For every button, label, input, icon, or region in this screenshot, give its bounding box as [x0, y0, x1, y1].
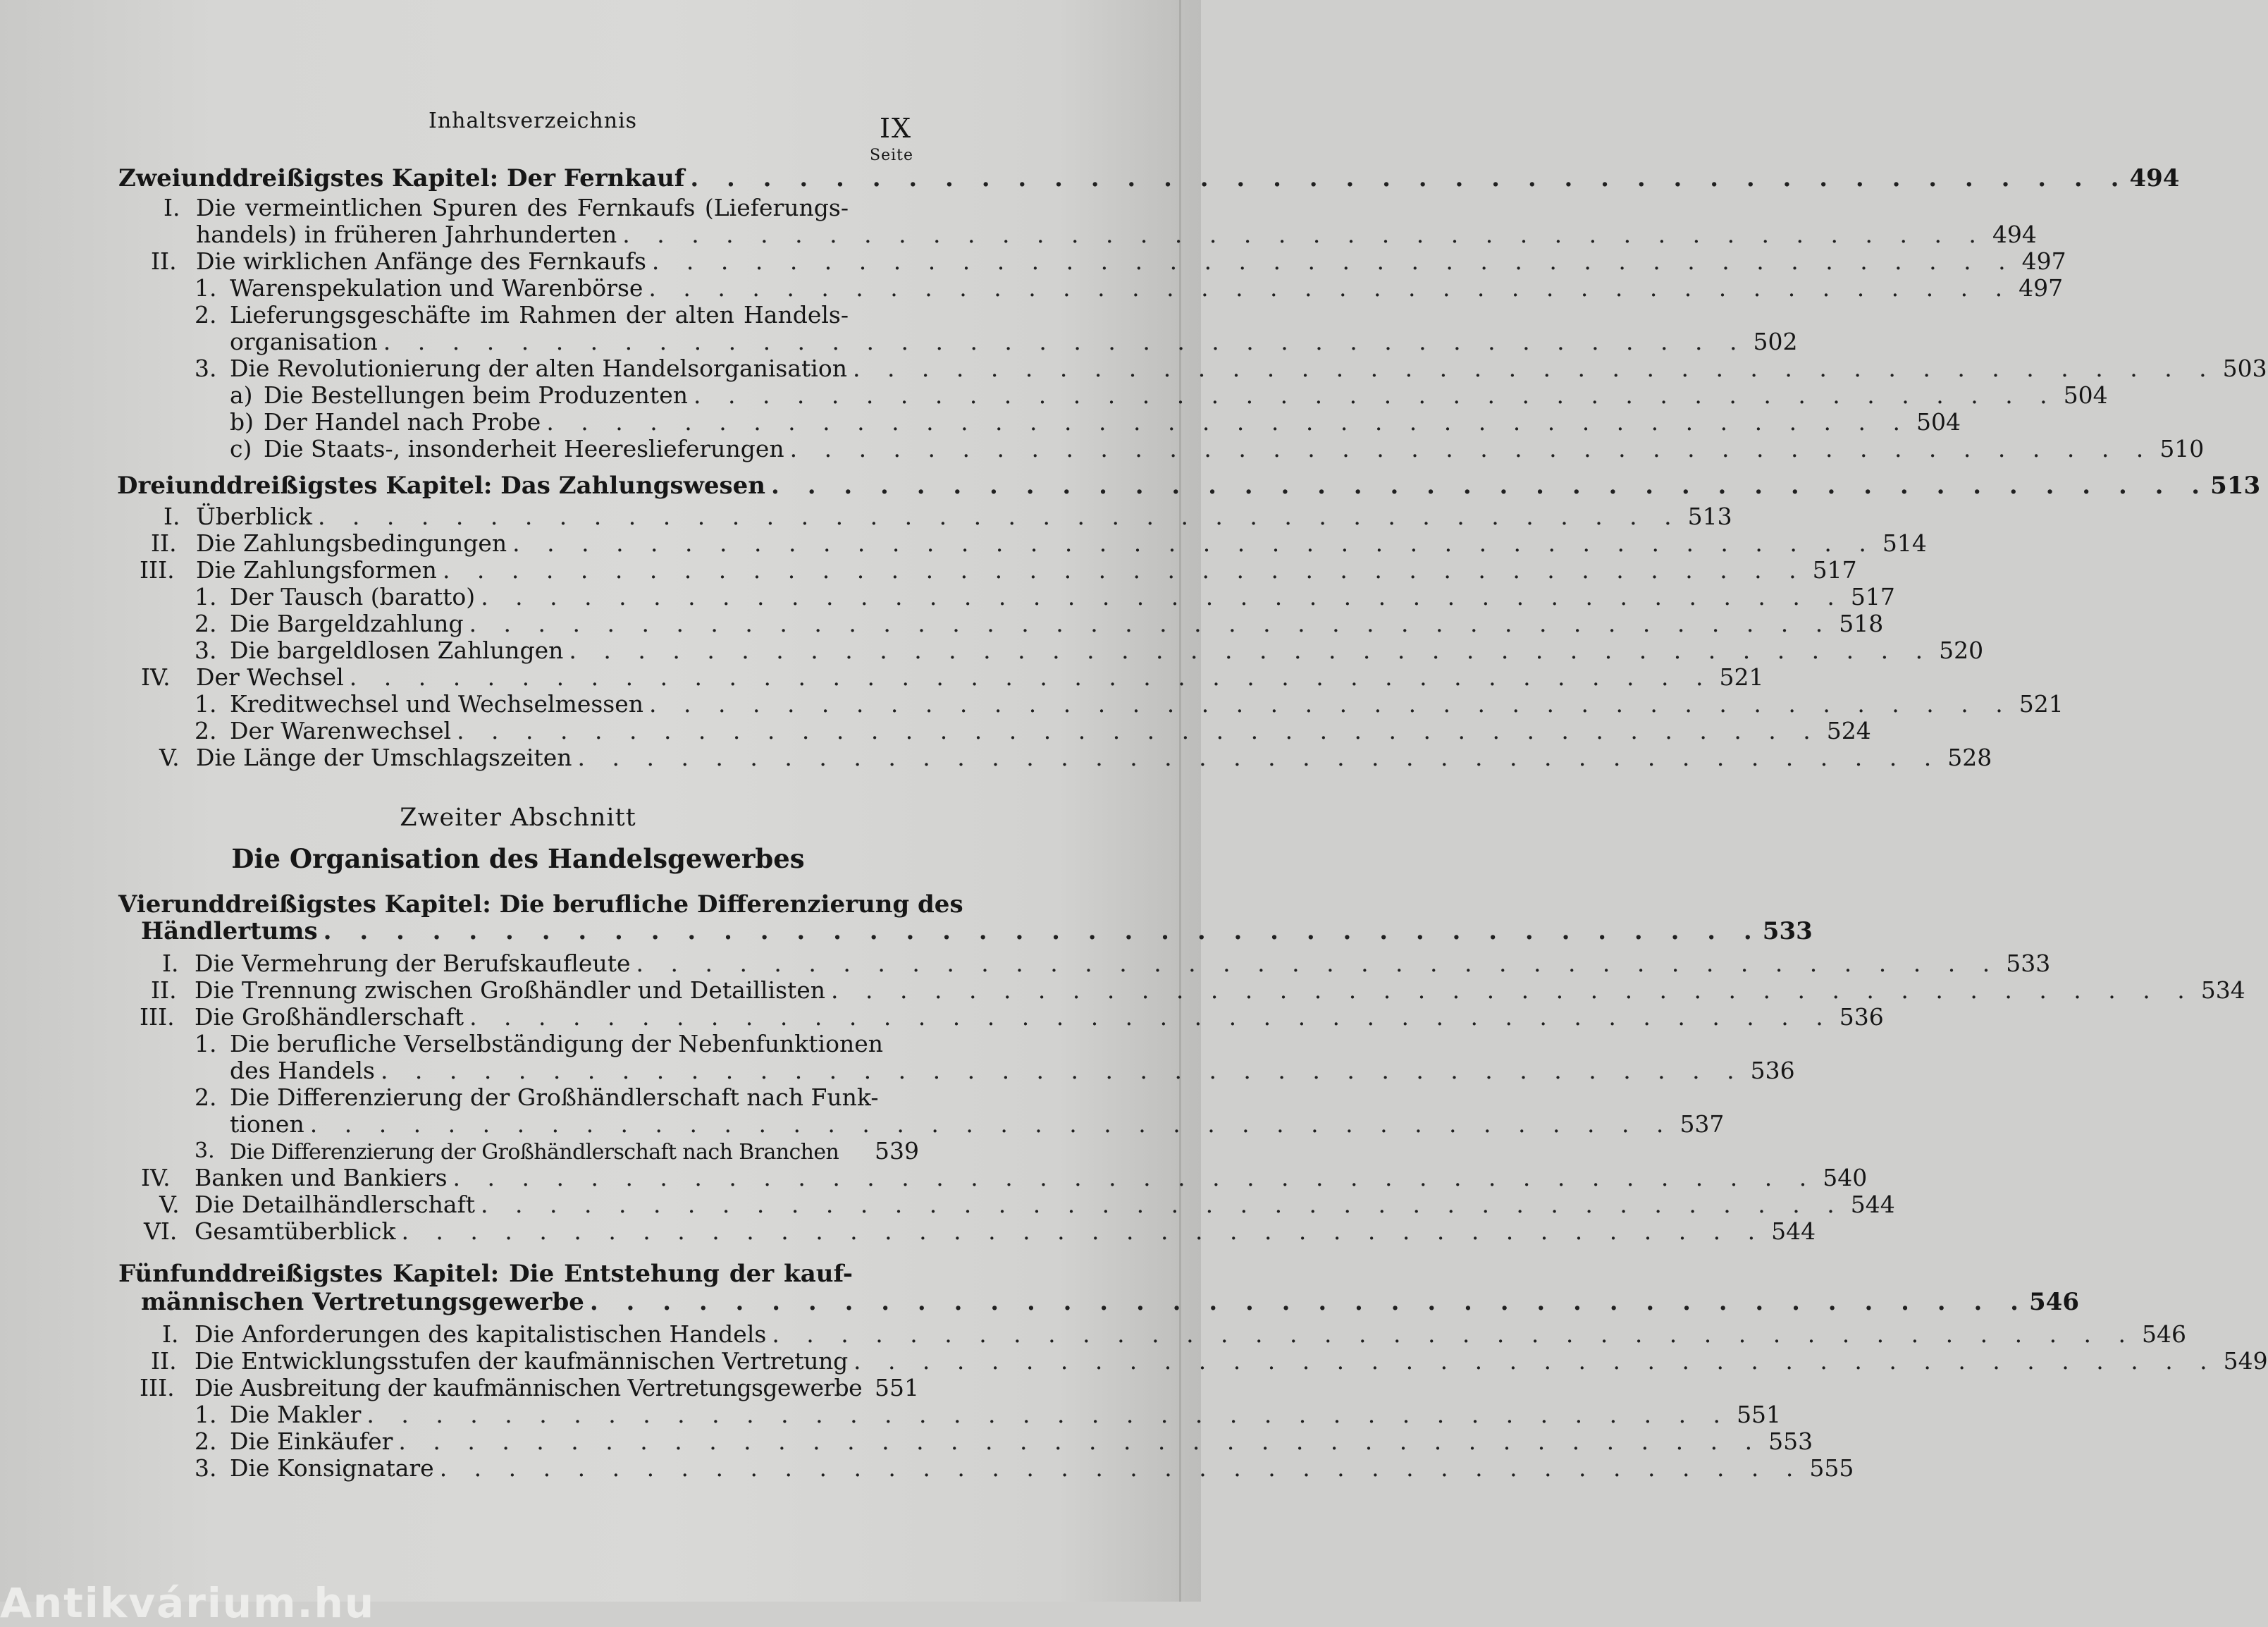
leader-dots: . . . . . . . . . . . . . . . . . . . . . . . . . . . . . . . . . . . . . . . .	[569, 637, 1933, 664]
page-ref: 536	[1750, 1057, 1795, 1084]
toc-entry-line: Die vermeintlichen Spuren des Fernkaufs (Lieferungs-	[196, 194, 849, 221]
toc-entry	[196, 221, 2037, 248]
page-ref: 494	[1992, 221, 2037, 248]
toc-entry-line: Die berufliche Verselbständigung der Nebenfunktionen	[230, 1030, 883, 1057]
toc-label: V.	[159, 744, 180, 771]
page-ref: 497	[2021, 247, 2066, 275]
page-ref: 497	[2019, 274, 2064, 302]
entry-text: Der Warenwechsel	[230, 717, 452, 744]
page-ref: 551	[875, 1374, 919, 1401]
entry-text: Die Differenzierung der Großhändlerschaft nach Branchen	[230, 1140, 839, 1165]
toc-entry	[195, 976, 2245, 1004]
leader-dots: . . . . . . . . . . . . . . . . . . . . . . . . . . . . . . . . . . . . . . . .	[349, 663, 1713, 691]
entry-text: tionen	[230, 1110, 304, 1138]
page-ref: 544	[1850, 1191, 1895, 1218]
page-ref: 518	[1839, 610, 1884, 637]
toc-label: 3.	[195, 355, 217, 382]
toc-label: IV.	[141, 1164, 171, 1191]
entry-text: Die Großhändlerschaft	[195, 1003, 464, 1031]
page-ref: 504	[1916, 408, 1961, 436]
leader-dots: . . . . . . . . . . . . . . . . . . . . . . . . . . . . . . . . . . . . . . . .	[546, 408, 1911, 436]
leader-dots: . . . . . . . . . . . . . . . . . . . . . . . . . . . . . . . . . . . . . . . .	[622, 221, 1986, 248]
page-ref: 510	[2159, 435, 2205, 462]
leader-dots: . . . . . . . . . . . . . . . . . . . . . . . . . . . . . . . . . . . . . . . .	[771, 472, 2210, 500]
leader-dots: . . . . . . . . . . . . . . . . . . . . . . . . . . . . . . . . . . . . . . . .	[309, 1110, 1674, 1138]
entry-text: Der Tausch (baratto)	[230, 583, 476, 610]
toc-entry	[230, 1057, 1795, 1084]
toc-chapter-35-line: Fünfunddreißigstes Kapitel: Die Entstehung der kauf-	[118, 1260, 853, 1288]
page-ref: 504	[2063, 381, 2108, 409]
entry-text: Warenspekulation und Warenbörse	[230, 274, 643, 302]
toc-label: 2.	[195, 717, 217, 744]
toc-entry	[230, 1110, 1725, 1138]
toc-label: b)	[230, 408, 254, 436]
entry-text: Die Staats-, insonderheit Heereslieferungen	[264, 435, 784, 462]
watermark-logo: Antikvárium.hu	[0, 1579, 376, 1627]
toc-entry	[196, 744, 1992, 771]
toc-entry	[195, 1320, 2187, 1348]
toc-entry	[196, 663, 1764, 691]
toc-entry	[230, 355, 2267, 382]
page-ref: 521	[2019, 690, 2064, 718]
toc-entry-line: Die Differenzierung der Großhändlerschaft nach Funk-	[230, 1083, 879, 1111]
entry-text: Die wirklichen Anfänge des Fernkaufs	[196, 247, 646, 275]
page-ref: 546	[2029, 1288, 2079, 1316]
leader-dots: . . . . . . . . . . . . . . . . . . . . . . . . . . . . . . . . . . . . . . . .	[589, 1288, 2028, 1316]
toc-label: c)	[230, 435, 252, 462]
leader-dots: . . . . . . . . . . . . . . . . . . . . . . . . . . . . . . . . . . . . . . . .	[380, 1057, 1744, 1084]
entry-text: Die Einkäufer	[230, 1428, 393, 1455]
toc-entry	[230, 583, 1895, 610]
running-title: Inhaltsverzeichnis	[429, 109, 638, 133]
toc-label: III.	[140, 556, 175, 584]
entry-text: Die Zahlungsformen	[196, 556, 437, 584]
page-ref: 503	[2222, 355, 2267, 382]
page-ref: 551	[1737, 1401, 1782, 1428]
entry-text: Überblick	[196, 503, 312, 530]
toc-label: IV.	[141, 663, 171, 691]
leader-dots: . . . . . . . . . . . . . . . . . . . . . . . . . . . . . . . . . . . . . . . .	[690, 164, 2129, 192]
entry-text: des Handels	[230, 1057, 375, 1084]
leader-dots: . . . . . . . . . . . . . . . . . . . . . . . . . . . . . . . . . . . . . . . .	[831, 976, 2195, 1004]
toc-entry	[230, 717, 1871, 744]
toc-label: 3.	[195, 1454, 217, 1482]
leader-dots: . . . . . . . . . . . . . . . . . . . . . . . . . . . . . . . . . . . . . . . .	[383, 328, 1747, 355]
toc-chapter-35	[141, 1288, 2079, 1316]
toc-entry	[196, 529, 1927, 557]
page-ref: 553	[1768, 1428, 1813, 1455]
toc-entry	[196, 247, 2066, 275]
toc-chapter-33	[117, 472, 2261, 500]
toc-label: II.	[151, 247, 177, 275]
leader-dots: . . . . . . . . . . . . . . . . . . . . . . . . . . . . . . . . . . . . . . . .	[323, 917, 1762, 945]
toc-label: 2.	[195, 610, 217, 637]
leader-dots: . . . . . . . . . . . . . . . . . . . . . . . . . . . . . . . . . . . . . . . .	[469, 610, 1833, 637]
entry-text: Die Revolutionierung der alten Handelsorganisation	[230, 355, 847, 382]
toc-label: II.	[151, 529, 177, 557]
entry-text: Die Anforderungen des kapitalistischen Handels	[195, 1320, 767, 1348]
toc-entry	[230, 690, 2064, 718]
toc-entry	[195, 1375, 919, 1401]
page-ref: 537	[1680, 1110, 1725, 1138]
leader-dots: . . . . . . . . . . . . . . . . . . . . . . . . . . . . . . . . . . . . . . . .	[401, 1217, 1765, 1245]
entry-text: Die Ausbreitung der kaufmännischen Vertretungsgewerbe	[195, 1374, 863, 1401]
leader-dots: . . . . . . . . . . . . . . . . . . . . . . . . . . . . . . . . . . . . . . . .	[442, 556, 1806, 584]
entry-text: Die Bargeldzahlung	[230, 610, 464, 637]
chapter-title: Zweiunddreißigstes Kapitel: Der Fernkauf	[118, 164, 685, 192]
toc-label: 1.	[195, 1401, 217, 1428]
chapter-title: Dreiunddreißigstes Kapitel: Das Zahlungswesen	[117, 472, 766, 500]
entry-text: Der Handel nach Probe	[264, 408, 541, 436]
toc-entry-line: Lieferungsgeschäfte im Rahmen der alten Handels-	[230, 301, 849, 329]
entry-text: Kreditwechsel und Wechselmessen	[230, 690, 644, 718]
entry-text: Die bargeldlosen Zahlungen	[230, 637, 564, 664]
toc-entry	[230, 610, 1884, 637]
toc-label: 1.	[195, 583, 217, 610]
entry-text: Die Konsignatare	[230, 1454, 434, 1482]
toc-label: 1.	[195, 690, 217, 718]
page-ref: 546	[2142, 1320, 2187, 1348]
page-ref: 534	[2200, 976, 2245, 1004]
entry-text: Die Entwicklungsstufen der kaufmännischen Vertretung	[195, 1347, 848, 1375]
chapter-title: Händlertums	[141, 917, 318, 945]
leader-dots: . . . . . . . . . . . . . . . . . . . . . . . . . . . . . . . . . . . . . . . .	[439, 1454, 1804, 1482]
page-ref: 514	[1882, 529, 1927, 557]
page-ref: 533	[2006, 950, 2051, 977]
toc-label: 1.	[195, 274, 217, 302]
leader-dots: . . . . . . . . . . . . . . . . . . . . . . . . . . . . . . . . . . . . . . . .	[457, 717, 1820, 744]
toc-label: a)	[230, 381, 253, 409]
toc-entry	[196, 503, 1732, 530]
page-ref: 544	[1771, 1217, 1816, 1245]
toc-label: II.	[151, 976, 177, 1004]
toc-label: 1.	[195, 1030, 217, 1057]
toc-label: III.	[140, 1374, 175, 1401]
entry-text: Der Wechsel	[196, 663, 344, 691]
leader-dots: . . . . . . . . . . . . . . . . . . . . . . . . . . . . . . . . . . . . . . . .	[789, 435, 2154, 462]
toc-chapter-34-line: Vierunddreißigstes Kapitel: Die berufliche Differenzierung des	[118, 890, 963, 919]
page-ref: 539	[875, 1137, 919, 1165]
toc-chapter-34	[141, 917, 1813, 945]
page-ref: 521	[1719, 663, 1764, 691]
toc-entry	[230, 1428, 1813, 1455]
entry-text: handels) in früheren Jahrhunderten	[196, 221, 617, 248]
page-ref: 513	[2210, 472, 2261, 500]
entry-text: Die Trennung zwischen Großhändler und Detaillisten	[195, 976, 826, 1004]
toc-label: I.	[162, 950, 179, 977]
page-column-label: Seite	[870, 147, 913, 164]
toc-label: VI.	[144, 1217, 178, 1245]
page-ref: 517	[1812, 556, 1857, 584]
entry-text: Die Zahlungsbedingungen	[196, 529, 507, 557]
toc-label: 2.	[195, 301, 217, 329]
toc-entry	[195, 1164, 1868, 1191]
toc-chapter-32	[118, 164, 2180, 192]
toc-label: 3.	[195, 637, 217, 664]
leader-dots: . . . . . . . . . . . . . . . . . . . . . . . . . . . . . . . . . . . . . . . .	[693, 381, 2057, 409]
entry-text: Die Vermehrung der Berufskaufleute	[195, 950, 631, 977]
toc-entry	[230, 637, 1984, 664]
toc-entry	[264, 435, 2205, 462]
leader-dots: . . . . . . . . . . . . . . . . . . . . . . . . . . . . . . . . . . . . . . . .	[651, 247, 2016, 275]
toc-label: 2.	[195, 1428, 217, 1455]
leader-dots: . . . . . . . . . . . . . . . . . . . . . . . . . . . . . . . . . . . . . . . .	[852, 355, 2217, 382]
page-ref: 494	[2129, 164, 2180, 192]
toc-label: II.	[151, 1347, 177, 1375]
entry-text: Gesamtüberblick	[195, 1217, 396, 1245]
toc-label: 3.	[195, 1138, 215, 1163]
entry-text: Die Detailhändlerschaft	[195, 1191, 476, 1218]
leader-dots: . . . . . . . . . . . . . . . . . . . . . . . . . . . . . . . . . . . . . . . .	[577, 744, 1942, 771]
toc-label: I.	[162, 1320, 179, 1348]
page-ref: 528	[1947, 744, 1992, 771]
leader-dots: . . . . . . . . . . . . . . . . . . . . . . . . . . . . . . . . . . . . . . . .	[649, 690, 2013, 718]
page-number: IX	[880, 113, 913, 144]
page-ref: 502	[1753, 328, 1798, 355]
section-title: Die Organisation des Handelsgewerbes	[231, 843, 805, 874]
toc-label: 2.	[195, 1083, 217, 1111]
page-ref: 524	[1826, 717, 1871, 744]
leader-dots: . . . . . . . . . . . . . . . . . . . . . . . . . . . . . . . . . . . . . . . .	[481, 1191, 1844, 1218]
toc-entry	[195, 1347, 2268, 1375]
toc-entry	[264, 381, 2108, 409]
toc-entry	[195, 950, 2051, 977]
toc-label: I.	[164, 194, 180, 221]
toc-entry	[195, 1003, 1884, 1031]
section-subtitle: Zweiter Abschnitt	[400, 804, 636, 832]
toc-entry	[230, 1138, 919, 1166]
leader-dots: . . . . . . . . . . . . . . . . . . . . . . . . . . . . . . . . . . . . . . . .	[366, 1401, 1731, 1428]
page-ref: 520	[1939, 637, 1984, 664]
page-ref: 533	[1762, 917, 1813, 945]
page-ref: 549	[2223, 1347, 2268, 1375]
entry-text: Die Länge der Umschlagszeiten	[196, 744, 572, 771]
leader-dots: . . . . . . . . . . . . . . . . . . . . . . . . . . . . . . . . . . . . . . . .	[398, 1428, 1763, 1455]
leader-dots: . . . . . . . . . . . . . . . . . . . . . . . . . . . . . . . . . . . . . . . .	[853, 1347, 2217, 1375]
leader-dots: . . . . . . . . . . . . . . . . . . . . . . . . . . . . . . . . . . . . . . . .	[772, 1320, 2136, 1348]
entry-text: Banken und Bankiers	[195, 1164, 448, 1191]
toc-label: V.	[159, 1191, 180, 1218]
page-ref: 517	[1850, 583, 1895, 610]
toc-entry	[230, 274, 2064, 302]
toc-entry	[230, 328, 1798, 355]
toc-entry	[230, 1401, 1782, 1428]
entry-text: Die Bestellungen beim Produzenten	[264, 381, 688, 409]
page-ref: 536	[1839, 1003, 1884, 1031]
page-ref: 540	[1823, 1164, 1868, 1191]
entry-text: organisation	[230, 328, 378, 355]
leader-dots: . . . . . . . . . . . . . . . . . . . . . . . . . . . . . . . . . . . . . . . .	[452, 1164, 1817, 1191]
page-ref: 513	[1687, 503, 1732, 530]
leader-dots: . . . . . . . . . . . . . . . . . . . . . . . . . . . . . . . . . . . . . . . .	[636, 950, 2000, 977]
toc-entry	[195, 1191, 1895, 1218]
leader-dots: . . . . . . . . . . . . . . . . . . . . . . . . . . . . . . . . . . . . . . . .	[512, 529, 1876, 557]
toc-entry	[264, 408, 1961, 436]
leader-dots: . . . . . . . . . . . . . . . . . . . . . . . . . . . . . . . . . . . . . . . .	[481, 583, 1844, 610]
toc-label: III.	[140, 1003, 175, 1031]
toc-entry	[196, 556, 1857, 584]
toc-entry	[230, 1454, 1854, 1482]
entry-text: Die Makler	[230, 1401, 362, 1428]
toc-entry	[195, 1217, 1816, 1245]
toc-label: I.	[164, 503, 180, 530]
leader-dots: . . . . . . . . . . . . . . . . . . . . . . . . . . . . . . . . . . . . . . . .	[317, 503, 1682, 530]
chapter-title: männischen Vertretungsgewerbe	[141, 1288, 584, 1316]
leader-dots: . . . . . . . . . . . . . . . . . . . . . . . . . . . . . . . . . . . . . . . .	[469, 1003, 1833, 1031]
page-ref: 555	[1809, 1454, 1854, 1482]
leader-dots: . . . . . . . . . . . . . . . . . . . . . . . . . . . . . . . . . . . . . . . .	[648, 274, 2013, 302]
